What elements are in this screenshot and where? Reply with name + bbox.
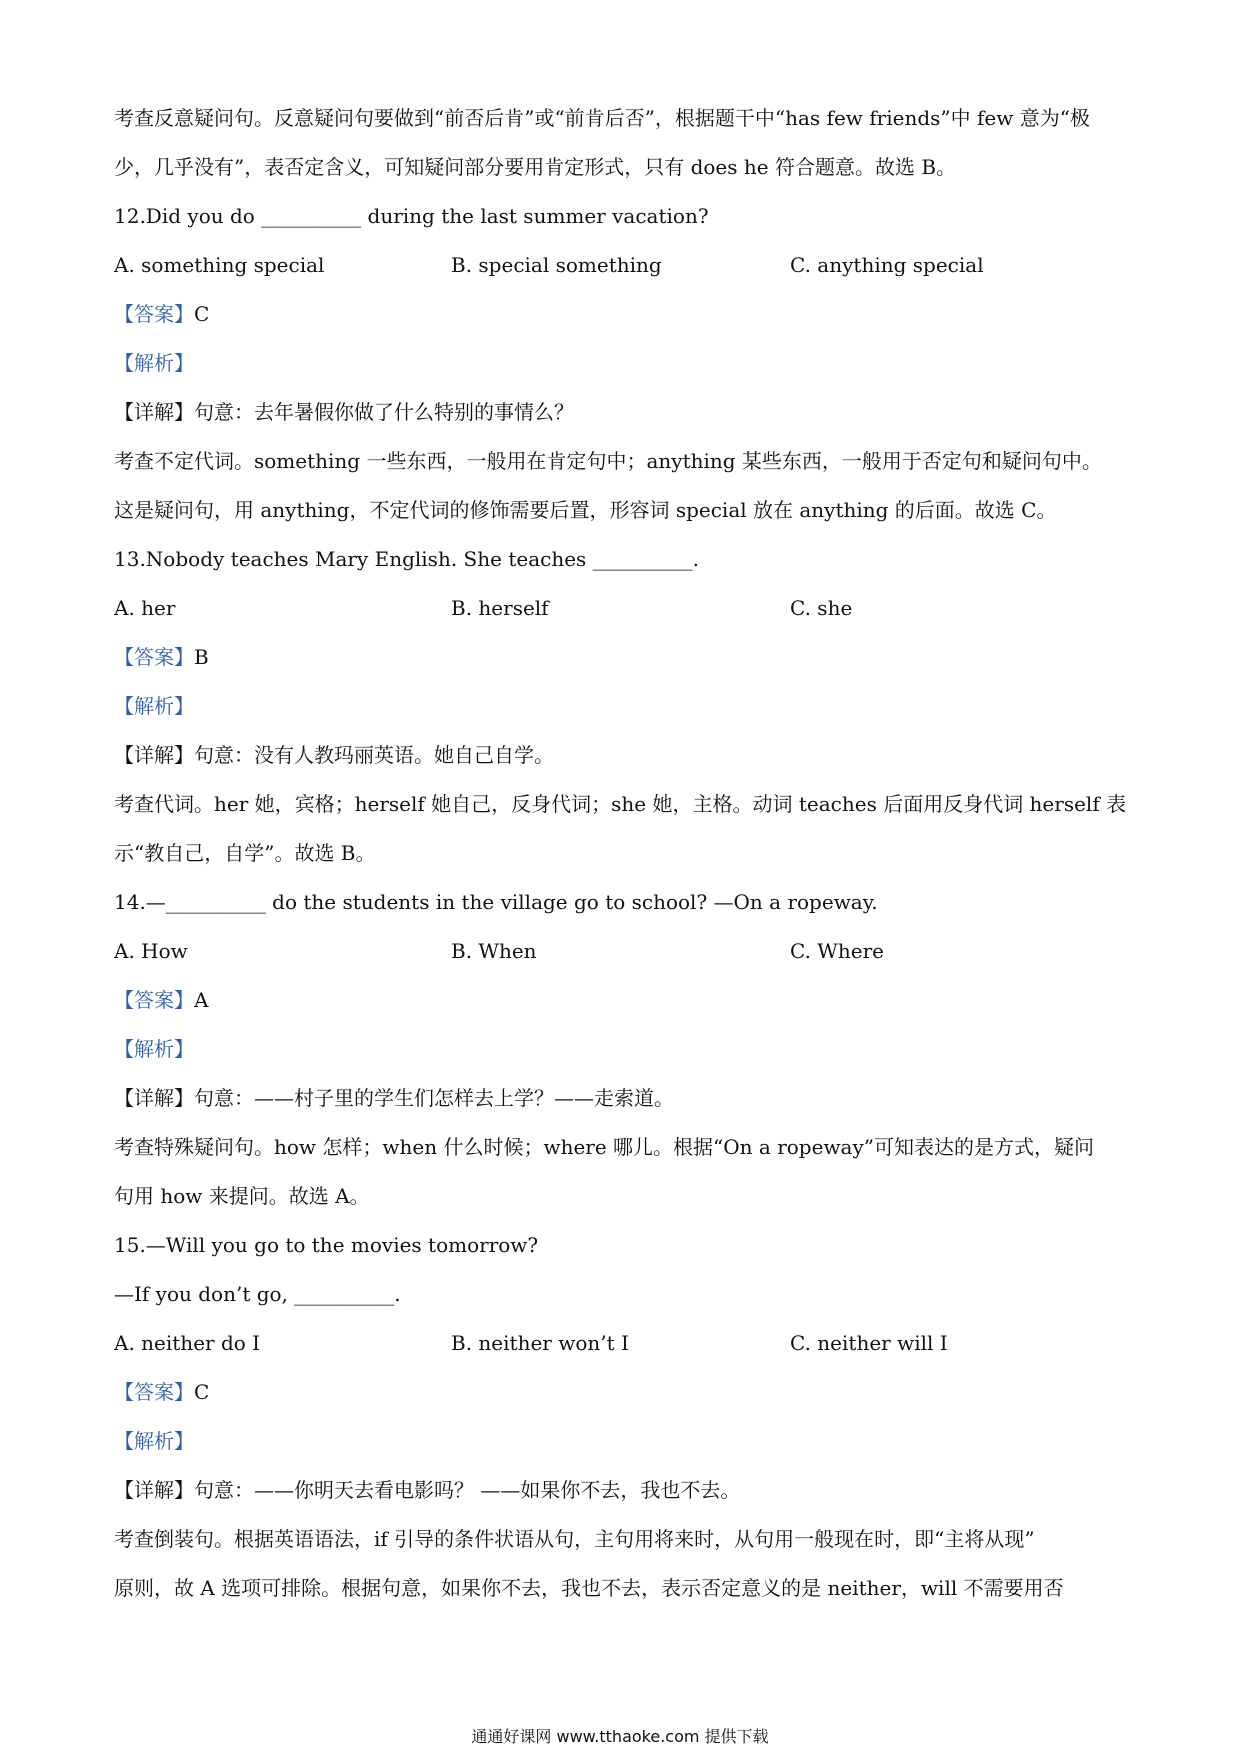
analysis-tag: 【解析】 <box>114 1037 194 1061</box>
question-13: 13.Nobody teaches Mary English. She teaches __________. <box>114 547 700 571</box>
detail-line <box>114 1476 1134 1504</box>
detail-tag: 【详解】 <box>114 400 194 424</box>
detail-line <box>114 398 1134 426</box>
analysis-tag: 【解析】 <box>114 694 194 718</box>
answer-tag: 【答案】 <box>114 1380 194 1404</box>
analysis-tag: 【解析】 <box>114 351 194 375</box>
detail-text: 句意：——村子里的学生们怎样去上学？——走索道。 <box>194 1086 674 1110</box>
detail-tag: 【详解】 <box>114 1478 194 1502</box>
answer-tag: 【答案】 <box>114 988 194 1012</box>
option-a: A. something special <box>114 253 325 277</box>
option-b: B. herself <box>451 596 549 620</box>
explanation-line: 这是疑问句，用 anything，不定代词的修饰需要后置，形容词 special 放在 anything 的后面。故选 C。 <box>114 498 1057 522</box>
question-12: 12.Did you do __________ during the last summer vacation? <box>114 204 709 228</box>
answer-line <box>114 986 1134 1014</box>
answer-tag: 【答案】 <box>114 645 194 669</box>
answer-tag: 【答案】 <box>114 302 194 326</box>
explanation-line: 考查倒装句。根据英语语法，if 引导的条件状语从句，主句用将来时，从句用一般现在时，即“主将从现” <box>114 1527 1035 1551</box>
question-14: 14.—__________ do the students in the village go to school? —On a ropeway. <box>114 890 878 914</box>
explanation-line: 考查代词。her 她，宾格；herself 她自己，反身代词；she 她，主格。动词 teaches 后面用反身代词 herself 表 <box>114 792 1127 816</box>
page-footer: 通通好课网 www.tthaoke.com 提供下载 <box>471 1727 769 1746</box>
option-a: A. neither do I <box>114 1331 261 1355</box>
answer-value: B <box>194 645 209 669</box>
analysis-tag: 【解析】 <box>114 1429 194 1453</box>
paragraph-line: 考查反意疑问句。反意疑问句要做到“前否后肯”或“前肯后否”，根据题干中“has few friends”中 few 意为“极 <box>114 106 1090 130</box>
option-c: C. anything special <box>790 253 984 277</box>
explanation-line: 考查特殊疑问句。how 怎样；when 什么时候；where 哪儿。根据“On a ropeway”可知表达的是方式，疑问 <box>114 1135 1095 1159</box>
answer-line <box>114 1378 1134 1406</box>
explanation-line: 示“教自己，自学”。故选 B。 <box>114 841 376 865</box>
option-c: C. neither will I <box>790 1331 948 1355</box>
paragraph-line: 少，几乎没有”，表否定含义，可知疑问部分要用肯定形式，只有 does he 符合题意。故选 B。 <box>114 155 957 179</box>
answer-value: C <box>194 1380 210 1404</box>
detail-text: 句意：没有人教玛丽英语。她自己自学。 <box>194 743 554 767</box>
option-a: A. How <box>114 939 188 963</box>
question-15-reply: —If you don’t go, __________. <box>114 1282 401 1306</box>
detail-tag: 【详解】 <box>114 743 194 767</box>
answer-value: A <box>194 988 209 1012</box>
option-b: B. neither won’t I <box>451 1331 629 1355</box>
explanation-line: 原则，故 A 选项可排除。根据句意，如果你不去，我也不去，表示否定意义的是 neither，will 不需要用否 <box>114 1576 1064 1600</box>
detail-line <box>114 1084 1134 1112</box>
option-a: A. her <box>114 596 176 620</box>
explanation-line: 句用 how 来提问。故选 A。 <box>114 1184 370 1208</box>
explanation-line: 考查不定代词。something 一些东西，一般用在肯定句中；anything 某些东西，一般用于否定句和疑问句中。 <box>114 449 1102 473</box>
detail-line <box>114 741 1134 769</box>
option-b: B. special something <box>451 253 662 277</box>
answer-line <box>114 643 1134 671</box>
question-15: 15.—Will you go to the movies tomorrow? <box>114 1233 539 1257</box>
option-c: C. she <box>790 596 853 620</box>
detail-tag: 【详解】 <box>114 1086 194 1110</box>
detail-text: 句意：——你明天去看电影吗？ ——如果你不去，我也不去。 <box>194 1478 741 1502</box>
answer-line <box>114 300 1134 328</box>
answer-value: C <box>194 302 210 326</box>
detail-text: 句意：去年暑假你做了什么特别的事情么？ <box>194 400 574 424</box>
option-c: C. Where <box>790 939 884 963</box>
option-b: B. When <box>451 939 537 963</box>
